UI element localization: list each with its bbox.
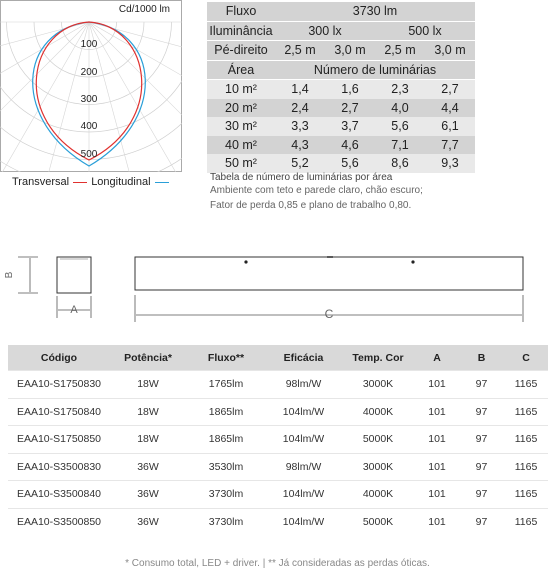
col-c: C bbox=[504, 345, 548, 371]
flux-cell: 1865lm bbox=[186, 398, 266, 426]
illuminance-label: Iluminância bbox=[207, 21, 275, 41]
flux-value: 3730 lm bbox=[275, 2, 475, 21]
table-row bbox=[207, 99, 475, 118]
count-cell: 1,6 bbox=[325, 80, 375, 99]
flux-cell: 1865lm bbox=[186, 426, 266, 454]
c-cell: 1165 bbox=[504, 508, 548, 535]
table-row bbox=[8, 371, 548, 399]
a-cell: 101 bbox=[415, 481, 459, 509]
a-cell: 101 bbox=[415, 426, 459, 454]
area-label: Área bbox=[207, 60, 275, 80]
flux-cell: 1765lm bbox=[186, 371, 266, 399]
b-cell: 97 bbox=[459, 453, 504, 481]
table-row bbox=[8, 426, 548, 454]
table-row bbox=[207, 154, 475, 173]
count-cell: 2,7 bbox=[325, 99, 375, 118]
count-cell: 4,4 bbox=[425, 99, 475, 118]
note-line-3: Fator de perda 0,85 e plano de trabalho 0,80. bbox=[210, 200, 412, 211]
c-cell: 1165 bbox=[504, 481, 548, 509]
col-flux: Fluxo** bbox=[186, 345, 266, 371]
dimension-c-label: C bbox=[324, 307, 334, 321]
code-cell: EAA10-S3500840 bbox=[8, 481, 110, 509]
code-cell: EAA10-S1750840 bbox=[8, 398, 110, 426]
legend-transversal-label: Transversal bbox=[12, 176, 70, 188]
b-cell: 97 bbox=[459, 371, 504, 399]
code-cell: EAA10-S3500850 bbox=[8, 508, 110, 535]
table-row bbox=[8, 481, 548, 509]
flux-label: Fluxo bbox=[207, 2, 275, 21]
count-cell: 3,7 bbox=[325, 117, 375, 136]
end-profile bbox=[57, 257, 91, 293]
b-cell: 97 bbox=[459, 398, 504, 426]
luminaires-table bbox=[207, 2, 475, 173]
polar-legend bbox=[12, 176, 170, 188]
color-temp-cell: 5000K bbox=[341, 508, 415, 535]
flux-cell: 3530lm bbox=[186, 453, 266, 481]
col-code: Código bbox=[8, 345, 110, 371]
polar-diagram bbox=[0, 0, 182, 172]
area-cell: 20 m² bbox=[207, 99, 275, 118]
count-cell: 8,6 bbox=[375, 154, 425, 173]
ceiling-label: Pé-direito bbox=[207, 41, 275, 61]
flux-row bbox=[207, 2, 475, 21]
side-profile bbox=[135, 257, 523, 290]
polar-scale-200: 200 bbox=[80, 67, 98, 78]
efficacy-cell: 104lm/W bbox=[266, 426, 341, 454]
table-row bbox=[207, 80, 475, 99]
power-cell: 36W bbox=[110, 453, 186, 481]
ceiling-value: 3,0 m bbox=[425, 41, 475, 61]
count-cell: 5,6 bbox=[375, 117, 425, 136]
count-cell: 4,0 bbox=[375, 99, 425, 118]
ceiling-value: 2,5 m bbox=[375, 41, 425, 61]
count-cell: 4,3 bbox=[275, 136, 325, 155]
polar-scale-400: 400 bbox=[80, 121, 98, 132]
polar-scale-300: 300 bbox=[80, 94, 98, 105]
ceiling-value: 3,0 m bbox=[325, 41, 375, 61]
color-temp-cell: 3000K bbox=[341, 371, 415, 399]
power-cell: 36W bbox=[110, 508, 186, 535]
area-cell: 40 m² bbox=[207, 136, 275, 155]
power-cell: 18W bbox=[110, 426, 186, 454]
code-cell: EAA10-S1750850 bbox=[8, 426, 110, 454]
ceiling-row bbox=[207, 41, 475, 61]
c-cell: 1165 bbox=[504, 453, 548, 481]
count-cell: 4,6 bbox=[325, 136, 375, 155]
c-cell: 1165 bbox=[504, 426, 548, 454]
code-cell: EAA10-S3500830 bbox=[8, 453, 110, 481]
count-cell: 7,1 bbox=[375, 136, 425, 155]
count-cell: 9,3 bbox=[425, 154, 475, 173]
area-cell: 30 m² bbox=[207, 117, 275, 136]
power-cell: 36W bbox=[110, 481, 186, 509]
flux-cell: 3730lm bbox=[186, 481, 266, 509]
c-cell: 1165 bbox=[504, 371, 548, 399]
area-cell: 10 m² bbox=[207, 80, 275, 99]
col-b: B bbox=[459, 345, 504, 371]
b-cell: 97 bbox=[459, 481, 504, 509]
count-cell: 5,2 bbox=[275, 154, 325, 173]
footnote: * Consumo total, LED + driver. | ** Já consideradas as perdas óticas. bbox=[125, 558, 430, 569]
col-color-temp: Temp. Cor bbox=[341, 345, 415, 371]
area-cell: 50 m² bbox=[207, 154, 275, 173]
dimension-b-label: B bbox=[4, 271, 15, 279]
count-cell: 5,6 bbox=[325, 154, 375, 173]
power-cell: 18W bbox=[110, 398, 186, 426]
a-cell: 101 bbox=[415, 508, 459, 535]
product-table bbox=[8, 345, 548, 535]
count-cell: 2,3 bbox=[375, 80, 425, 99]
polar-scale-500: 500 bbox=[80, 149, 98, 160]
table-row bbox=[207, 136, 475, 155]
efficacy-cell: 98lm/W bbox=[266, 453, 341, 481]
count-cell: 1,4 bbox=[275, 80, 325, 99]
color-temp-cell: 5000K bbox=[341, 426, 415, 454]
efficacy-cell: 104lm/W bbox=[266, 508, 341, 535]
count-cell: 7,7 bbox=[425, 136, 475, 155]
b-cell: 97 bbox=[459, 426, 504, 454]
count-cell: 3,3 bbox=[275, 117, 325, 136]
ceiling-value: 2,5 m bbox=[275, 41, 325, 61]
illuminance-300: 300 lx bbox=[275, 21, 375, 41]
efficacy-cell: 104lm/W bbox=[266, 398, 341, 426]
col-efficacy: Eficácia bbox=[266, 345, 341, 371]
flux-cell: 3730lm bbox=[186, 508, 266, 535]
polar-scale-100: 100 bbox=[80, 39, 98, 50]
table-row bbox=[8, 453, 548, 481]
table-row bbox=[8, 508, 548, 535]
area-header-row bbox=[207, 60, 475, 80]
b-cell: 97 bbox=[459, 508, 504, 535]
col-power: Potência* bbox=[110, 345, 186, 371]
count-label: Número de luminárias bbox=[275, 60, 475, 80]
product-header-row bbox=[8, 345, 548, 371]
table-row bbox=[207, 117, 475, 136]
dimension-a-label: A bbox=[70, 304, 78, 316]
dimension-drawing bbox=[0, 240, 555, 330]
c-cell: 1165 bbox=[504, 398, 548, 426]
illuminance-500: 500 lx bbox=[375, 21, 475, 41]
a-cell: 101 bbox=[415, 371, 459, 399]
color-temp-cell: 4000K bbox=[341, 481, 415, 509]
count-cell: 2,4 bbox=[275, 99, 325, 118]
a-cell: 101 bbox=[415, 398, 459, 426]
count-cell: 6,1 bbox=[425, 117, 475, 136]
efficacy-cell: 104lm/W bbox=[266, 481, 341, 509]
code-cell: EAA10-S1750830 bbox=[8, 371, 110, 399]
efficacy-cell: 98lm/W bbox=[266, 371, 341, 399]
note-line-1: Tabela de número de luminárias por área bbox=[210, 172, 393, 183]
table-row bbox=[8, 398, 548, 426]
legend-transversal-line bbox=[73, 182, 87, 183]
illuminance-row bbox=[207, 21, 475, 41]
color-temp-cell: 4000K bbox=[341, 398, 415, 426]
polar-unit-label: Cd/1000 lm bbox=[118, 4, 170, 15]
color-temp-cell: 3000K bbox=[341, 453, 415, 481]
power-cell: 18W bbox=[110, 371, 186, 399]
table-notes bbox=[210, 172, 423, 213]
col-a: A bbox=[415, 345, 459, 371]
a-cell: 101 bbox=[415, 453, 459, 481]
legend-longitudinal-line bbox=[155, 182, 169, 183]
note-line-2: Ambiente com teto e parede claro, chão escuro; bbox=[210, 185, 423, 196]
count-cell: 2,7 bbox=[425, 80, 475, 99]
legend-longitudinal-label: Longitudinal bbox=[91, 176, 151, 188]
